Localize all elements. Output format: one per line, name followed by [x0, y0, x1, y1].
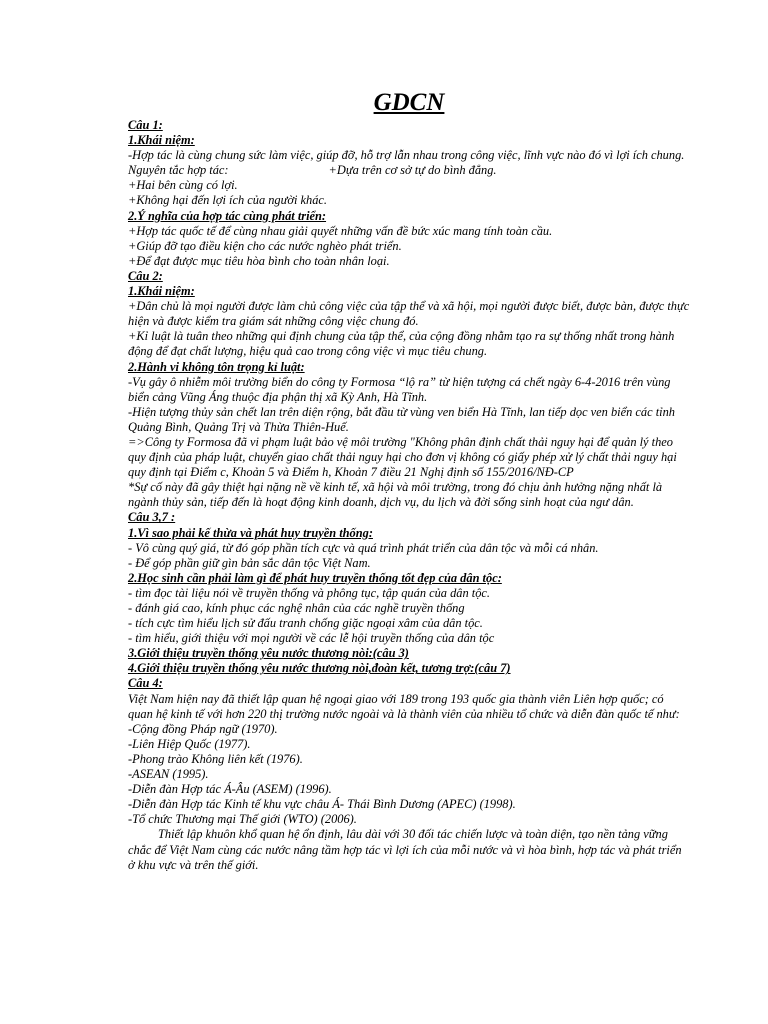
text-line-content: -Diễn đàn Hợp tác Á-Âu (ASEM) (1996). — [128, 782, 332, 797]
section-heading-text: 2.Ý nghĩa của hợp tác cùng phát triển: — [128, 208, 327, 223]
section-heading-text: 4.Giới thiệu truyền thống yêu nước thương nòi,đoàn kết, tương trợ:(câu 7) — [128, 661, 511, 676]
text-line-content: -Hợp tác là cùng chung sức làm việc, giúp đỡ, hỗ trợ lẫn nhau trong công việc, lĩnh vực nào đó vì lợi ích chung. Nguyên tắc hợp tác: — [128, 148, 685, 178]
section-heading-text: 3.Giới thiệu truyền thống yêu nước thương nòi:(câu 3) — [128, 646, 409, 661]
text-line-content: -Phong trào Không liên kết (1976). — [128, 751, 303, 766]
text-line — [128, 480, 690, 510]
text-line-content: - Vô cùng quý giá, từ đó góp phần tích cực và quá trình phát triển của dân tộc và mỗi cá nhân. — [128, 540, 599, 555]
text-line-content: Thiết lập khuôn khổ quan hệ ổn định, lâu dài với 30 đối tác chiến lược và toàn diện, tạo nền tảng vững chắc để Việt Nam cùng các nước nâng tầm hợp tác vì lợi ích của mỗi nước và vì hòa bình, hợp tác và phát triển ở khu vực và trên thế giới. — [128, 827, 682, 872]
text-line — [128, 692, 690, 722]
text-line — [128, 782, 690, 797]
text-line-content: - tìm đọc tài liệu nói về truyền thống và phông tục, tập quán của dân tộc. — [128, 585, 491, 600]
section-heading — [128, 133, 690, 148]
section-heading — [128, 360, 690, 375]
text-line — [128, 737, 690, 752]
text-line-content: +Kỉ luật là tuân theo những qui định chung của tập thể, của cộng đồng nhằm tạo ra sự thống nhất trong hành động để đạt chất lượng, hiệu quả cao trong công việc vì mục tiêu chung. — [128, 329, 675, 359]
section-heading — [128, 269, 690, 284]
text-line-content: +Dân chủ là mọi người được làm chủ công việc của tập thể và xã hội, mọi người được biết, được bàn, được thực hiện và được kiểm tra giám sát những công việc chung đó. — [128, 299, 690, 329]
text-line-content: -ASEAN (1995). — [128, 767, 209, 782]
text-line — [128, 329, 690, 359]
text-line-content: +Để đạt được mục tiêu hòa bình cho toàn nhân loại. — [128, 253, 390, 268]
text-line-content: =>Công ty Formosa đã vi phạm luật bảo vệ môi trường "Không phân định chất thải nguy hại để quản lý theo quy định của pháp luật, chuyển giao chất thải nguy hại cho đơn vị không có giấy phép xử lý chất thải nguy hại quy định tại Điểm c, Khoản 5 và Điểm h, Khoản 7 điều 21 Nghị định số 155/2016/NĐ-CP — [128, 434, 677, 480]
section-heading-text: Câu 2: — [128, 268, 163, 283]
section-heading — [128, 284, 690, 299]
text-line-content: -Liên Hiệp Quốc (1977). — [128, 736, 251, 751]
text-line-content: -Diễn đàn Hợp tác Kinh tế khu vực châu Á- Thái Bình Dương (APEC) (1998). — [128, 797, 516, 812]
text-line-tail: +Dựa trên cơ sở tự do bình đẳng. — [328, 163, 497, 178]
text-line-content: -Tổ chức Thương mại Thế giới (WTO) (2006). — [128, 812, 357, 827]
text-line — [128, 722, 690, 737]
text-line — [128, 752, 690, 767]
text-line — [128, 601, 690, 616]
text-line-content: +Không hại đến lợi ích của người khác. — [128, 193, 328, 208]
text-line — [128, 148, 690, 178]
text-line-content: *Sự cố này đã gây thiệt hại nặng nề về kinh tế, xã hội và môi trường, trong đó chịu ảnh hưởng nặng nhất là ngành thủy sản, tiếp đến là hoạt động kinh doanh, dịch vụ, du lịch và đời sống sinh hoạt của ngư dân. — [128, 480, 663, 510]
text-line — [128, 797, 690, 812]
text-line — [128, 299, 690, 329]
section-heading-text: Câu 4: — [128, 676, 163, 691]
text-line — [128, 812, 690, 827]
section-heading — [128, 571, 690, 586]
text-line — [128, 435, 690, 480]
section-heading-text: 2.Hành vi không tôn trọng kỉ luật: — [128, 359, 305, 374]
section-heading-text: Câu 1: — [128, 118, 163, 132]
text-line-content: -Hiện tượng thủy sản chết lan trên diện rộng, bắt đầu từ vùng ven biển Hà Tĩnh, lan tiếp dọc ven biển các tỉnh Quảng Bình, Quảng Trị và Thừa Thiên-Huế. — [128, 404, 675, 434]
text-line — [128, 631, 690, 646]
section-heading-text: Câu 3,7 : — [128, 510, 176, 525]
section-heading — [128, 676, 690, 691]
text-line — [128, 375, 690, 405]
text-line — [128, 405, 690, 435]
text-line-content: +Hợp tác quốc tế để cùng nhau giải quyết những vấn đề bức xúc mang tính toàn cầu. — [128, 223, 553, 238]
document-body — [128, 118, 690, 873]
section-heading — [128, 646, 690, 661]
text-line-content: - tìm hiểu, giới thiệu với mọi người về các lễ hội truyền thống của dân tộc — [128, 631, 495, 646]
text-line-content: +Hai bên cùng có lợi. — [128, 178, 238, 193]
text-line-content: -Vụ gây ô nhiễm môi trường biển do công ty Formosa “lộ ra” từ hiện tượng cá chết ngày 6-4-2016 trên vùng biển cảng Vũng Áng thuộc địa phận thị xã Kỳ Anh, Hà Tĩnh. — [128, 374, 671, 404]
text-line — [128, 541, 690, 556]
text-line — [128, 827, 690, 872]
text-line — [128, 178, 690, 193]
document-page — [128, 88, 690, 873]
text-line — [128, 556, 690, 571]
section-heading — [128, 510, 690, 525]
text-line — [128, 586, 690, 601]
text-line-content: - Để góp phần giữ gìn bản sắc dân tộc Việt Nam. — [128, 555, 371, 570]
text-line — [128, 254, 690, 269]
section-heading-text: 1.Vì sao phải kế thừa và phát huy truyền thống: — [128, 525, 373, 540]
section-heading — [128, 526, 690, 541]
text-line-content: -Cộng đồng Pháp ngữ (1970). — [128, 721, 278, 736]
section-heading — [128, 209, 690, 224]
text-line — [128, 767, 690, 782]
text-line-content: +Giúp đỡ tạo điều kiện cho các nước nghèo phát triển. — [128, 238, 402, 253]
text-line — [128, 616, 690, 631]
section-heading-text: 1.Khái niệm: — [128, 133, 195, 148]
text-line — [128, 239, 690, 254]
text-line — [128, 224, 690, 239]
section-heading — [128, 661, 690, 676]
text-line-content: Việt Nam hiện nay đã thiết lập quan hệ ngoại giao với 189 trong 193 quốc gia thành viên Liên hợp quốc; có quan hệ kinh tế với hơn 220 thị trường nước ngoài và là thành viên của nhiều tổ chức và diễn đàn quốc tế như: — [128, 691, 680, 721]
text-line — [128, 193, 690, 208]
text-line-content: - tích cực tìm hiểu lịch sử đấu tranh chống giặc ngoại xâm của dân tộc. — [128, 616, 483, 631]
section-heading-text: 1.Khái niệm: — [128, 284, 195, 299]
text-line-content: - đánh giá cao, kính phục các nghệ nhân của các nghề truyền thống — [128, 601, 465, 615]
section-heading — [128, 118, 690, 133]
section-heading-text: 2.Học sinh cần phải làm gì để phát huy truyền thống tốt đẹp của dân tộc: — [128, 570, 502, 585]
document-title: GDCN — [373, 89, 445, 116]
